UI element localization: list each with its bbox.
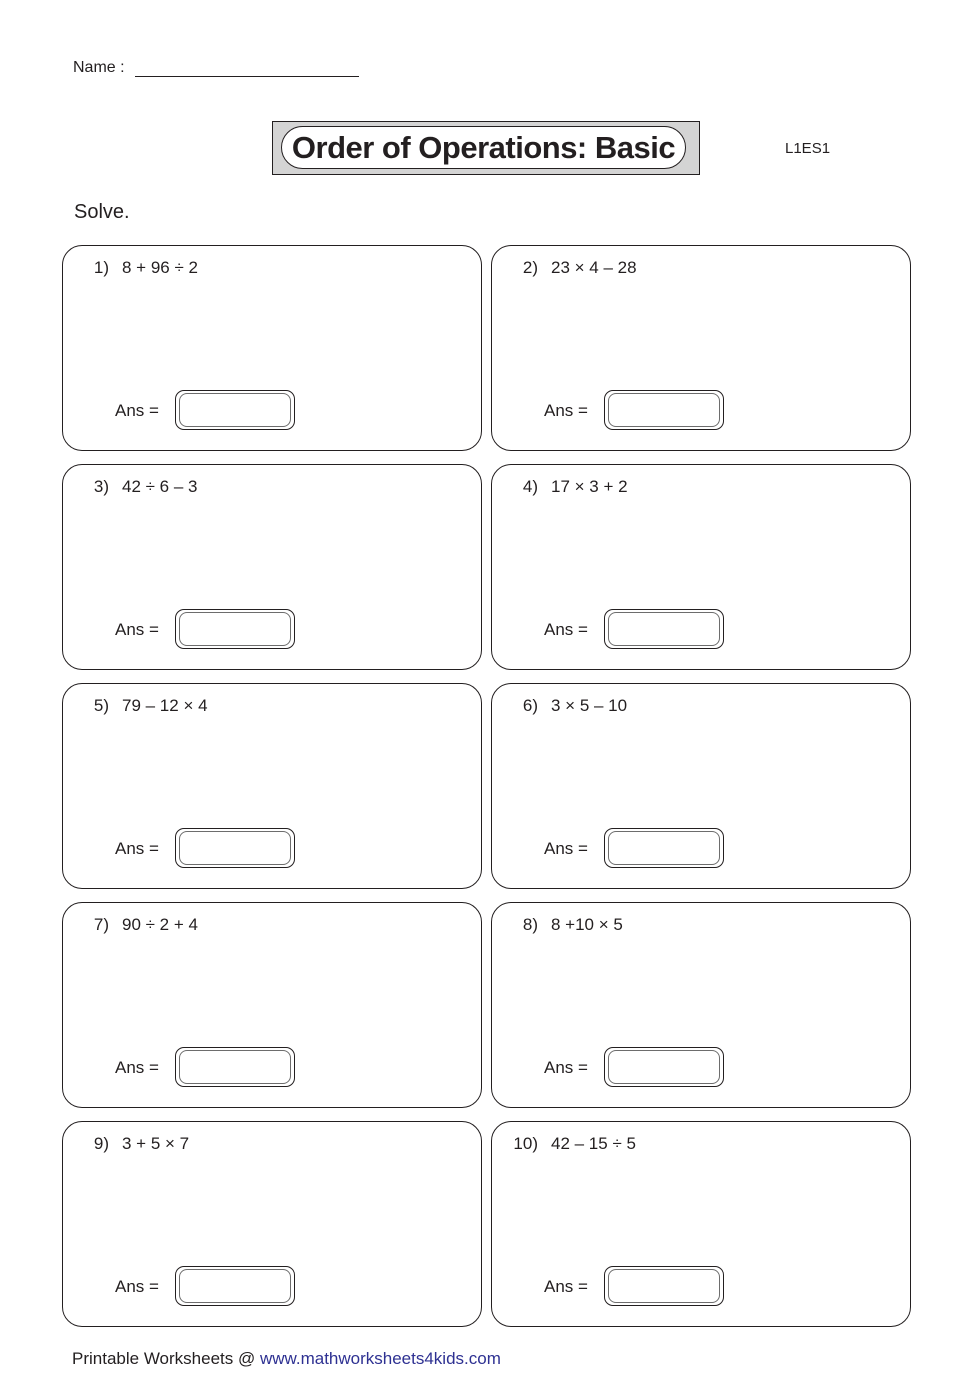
answer-label: Ans =	[544, 1058, 588, 1077]
footer-label: Printable Worksheets @	[72, 1349, 260, 1368]
problem-expression: 23 × 4 – 28	[551, 258, 637, 277]
answer-box[interactable]	[175, 1266, 295, 1306]
title-frame	[272, 121, 700, 175]
worksheet-title: Order of Operations: Basic	[281, 126, 686, 169]
problem-card	[62, 245, 482, 451]
problem-number: 8)	[522, 915, 538, 934]
problem-expression: 8 + 96 ÷ 2	[122, 258, 198, 277]
answer-box[interactable]	[175, 390, 295, 430]
worksheet-code: L1ES1	[785, 140, 831, 157]
answer-box[interactable]	[604, 1266, 724, 1306]
answer-box[interactable]	[604, 609, 724, 649]
answer-box[interactable]	[604, 828, 724, 868]
problem-card	[491, 464, 911, 670]
problem-card	[62, 902, 482, 1108]
problem-number: 2)	[522, 258, 538, 277]
problem-card	[491, 1121, 911, 1327]
problem-expression: 42 ÷ 6 – 3	[122, 477, 198, 496]
answer-box[interactable]	[604, 390, 724, 430]
problem-expression: 17 × 3 + 2	[551, 477, 628, 496]
answer-box[interactable]	[175, 609, 295, 649]
answer-label: Ans =	[544, 401, 588, 420]
answer-box[interactable]	[175, 1047, 295, 1087]
answer-label: Ans =	[115, 1058, 159, 1077]
problem-number: 5)	[93, 696, 109, 715]
problem-card	[62, 683, 482, 889]
problem-number: 7)	[93, 915, 109, 934]
answer-label: Ans =	[115, 401, 159, 420]
answer-label: Ans =	[544, 620, 588, 639]
problem-expression: 79 – 12 × 4	[122, 696, 208, 715]
answer-box[interactable]	[604, 1047, 724, 1087]
answer-label: Ans =	[115, 839, 159, 858]
footer	[72, 1349, 501, 1369]
problem-number: 3)	[93, 477, 109, 496]
problem-card	[62, 464, 482, 670]
problem-card	[491, 245, 911, 451]
problem-number: 1)	[93, 258, 109, 277]
problem-card	[491, 902, 911, 1108]
problem-expression: 42 – 15 ÷ 5	[551, 1134, 636, 1153]
answer-label: Ans =	[544, 1277, 588, 1296]
problem-expression: 8 +10 × 5	[551, 915, 623, 934]
answer-label: Ans =	[115, 1277, 159, 1296]
problem-expression: 90 ÷ 2 + 4	[122, 915, 198, 934]
name-field[interactable]	[135, 56, 359, 77]
problem-number: 10)	[513, 1134, 538, 1153]
problem-expression: 3 + 5 × 7	[122, 1134, 190, 1153]
problem-number: 4)	[522, 477, 538, 496]
problem-expression: 3 × 5 – 10	[551, 696, 628, 715]
problem-number: 6)	[522, 696, 538, 715]
instruction: Solve.	[74, 201, 130, 223]
problem-number: 9)	[93, 1134, 109, 1153]
answer-label: Ans =	[115, 620, 159, 639]
name-row	[73, 56, 359, 77]
answer-label: Ans =	[544, 839, 588, 858]
answer-box[interactable]	[175, 828, 295, 868]
problem-card	[491, 683, 911, 889]
name-label: Name :	[73, 59, 125, 76]
footer-link[interactable]: www.mathworksheets4kids.com	[259, 1349, 501, 1368]
problem-card	[62, 1121, 482, 1327]
